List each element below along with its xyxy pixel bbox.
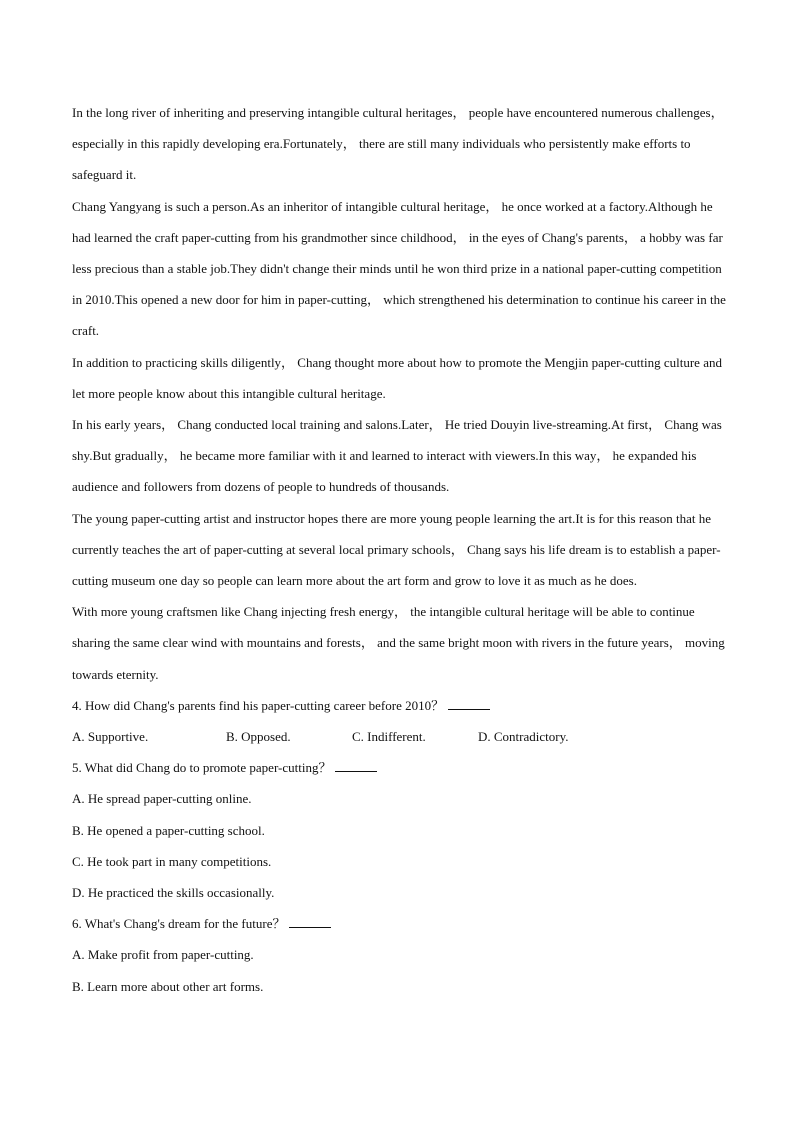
answer-blank-6[interactable]	[289, 915, 331, 928]
q4-option-a[interactable]: A. Supportive.	[72, 729, 149, 745]
passage-paragraph-2: Chang Yangyang is such a person.As an inheritor of intangible cultural heritage， he once worked at a factory.Although he had learned the craft paper-cutting from his grandmother since childhood， in the eyes of Chang's parents， a hobby was far less precious than a stable job.They didn't change their minds until he won third prize in a national paper-cutting competition in 2010.This opened a new door for him in paper-cutting， which strengthened his determination to continue his career in the craft.	[72, 198, 726, 339]
q5-option-c[interactable]: C. He took part in many competitions.	[72, 853, 272, 869]
q4-option-b[interactable]: B. Opposed.	[226, 729, 291, 745]
document-page	[72, 97, 732, 1002]
answer-blank-4[interactable]	[448, 697, 490, 710]
q4-option-d[interactable]: D. Contradictory.	[478, 729, 569, 745]
q6-option-a[interactable]: A. Make profit from paper-cutting.	[72, 947, 254, 963]
q5-option-a[interactable]: A. He spread paper-cutting online.	[72, 791, 252, 807]
question-4-options	[72, 721, 732, 752]
question-6	[72, 908, 732, 939]
question-5-stem: 5. What did Chang do to promote paper-cutting？	[72, 760, 332, 776]
answer-blank-5[interactable]	[335, 759, 377, 772]
question-4	[72, 690, 732, 721]
q6-option-b[interactable]: B. Learn more about other art forms.	[72, 978, 264, 994]
question-5	[72, 752, 732, 783]
q5-option-b[interactable]: B. He opened a paper-cutting school.	[72, 822, 265, 838]
passage-paragraph-5: The young paper-cutting artist and instructor hopes there are more young people learning the art.It is for this reason that he currently teaches the art of paper-cutting at several local primary schools， Chang says his life dream is to establish a paper-cutting museum one day so people can learn more about the art form and grow to love it as much as he does.	[72, 510, 721, 589]
passage-paragraph-4: In his early years， Chang conducted local training and salons.Later， He tried Douyin live-streaming.At first， Chang was shy.But gradually， he became more familiar with it and learned to interact with viewers.In this way， he expanded his audience and followers from dozens of people to hundreds of thousands.	[72, 417, 722, 495]
question-4-stem: 4. How did Chang's parents find his paper-cutting career before 2010？	[72, 697, 445, 713]
question-6-stem: 6. What's Chang's dream for the future？	[72, 916, 286, 932]
q4-option-c[interactable]: C. Indifferent.	[352, 729, 426, 745]
passage-paragraph-3: In addition to practicing skills diligently， Chang thought more about how to promote the Mengjin paper-cutting culture and let more people know about this intangible cultural heritage.	[72, 354, 722, 401]
q5-option-d[interactable]: D. He practiced the skills occasionally.	[72, 885, 275, 901]
passage-paragraph-6: With more young craftsmen like Chang injecting fresh energy， the intangible cultural heritage will be able to continue sharing the same clear wind with mountains and forests， and the same bright moon with rivers in the future years， moving towards eternity.	[72, 604, 725, 682]
passage-paragraph-1: In the long river of inheriting and preserving intangible cultural heritages， people have encountered numerous challenges， especially in this rapidly developing era.Fortunately， there are still many individuals who persistently make efforts to safeguard it.	[72, 105, 724, 183]
